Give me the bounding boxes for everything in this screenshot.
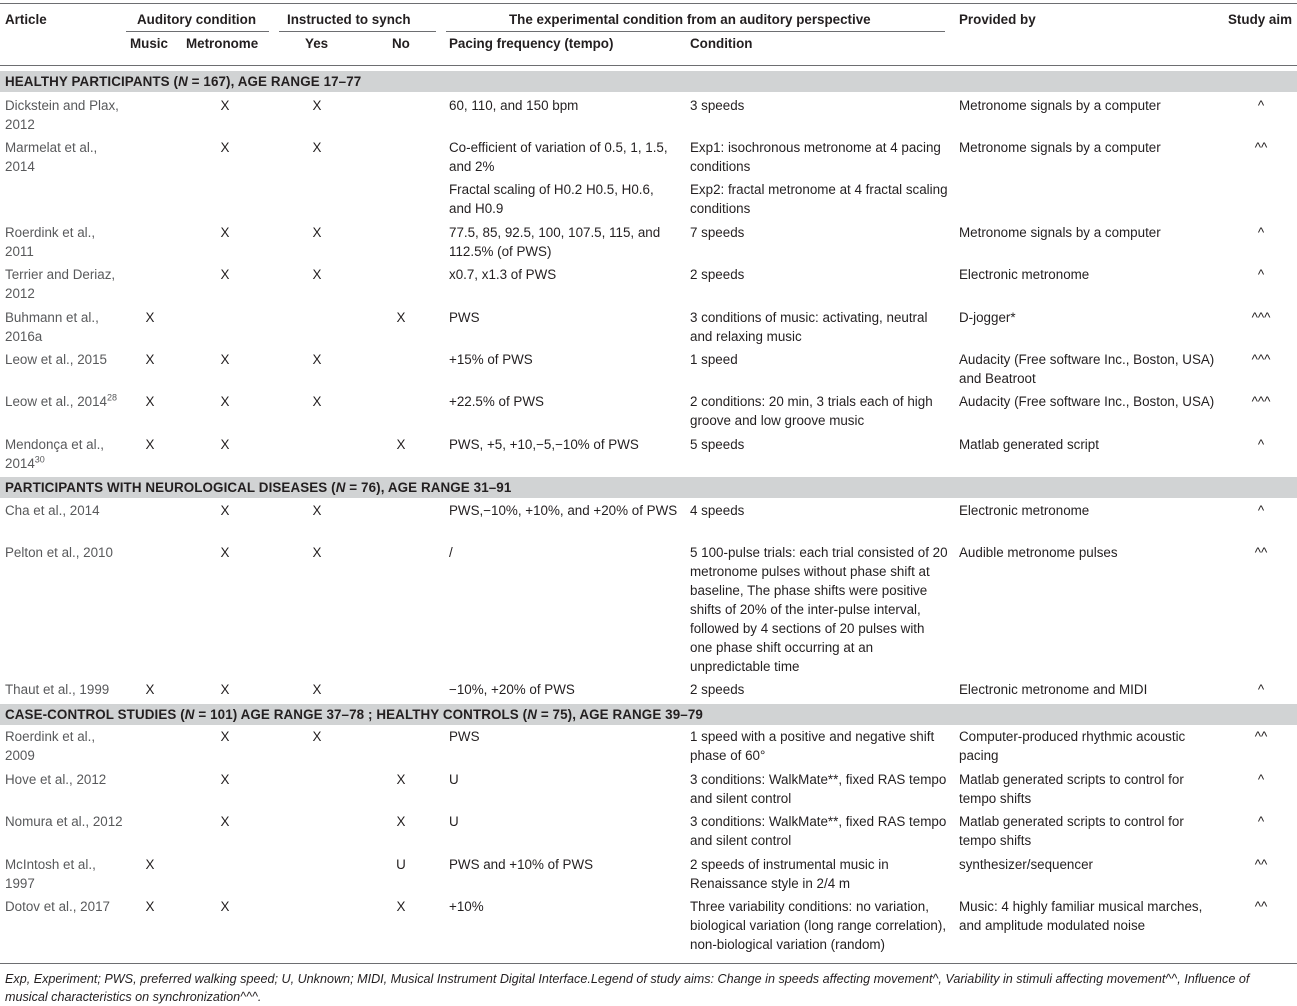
- cell-article-text: Buhmann et al., 2016a: [5, 310, 99, 344]
- cell-yes: [279, 501, 355, 520]
- cell-article-text: Thaut et al., 1999: [5, 682, 110, 697]
- section-title-suffix: = 76), AGE RANGE 31–91: [345, 480, 512, 495]
- header-pacing-frequency: Pacing frequency (tempo): [449, 36, 614, 51]
- cell-condition-text: 2 speeds: [690, 682, 745, 697]
- cell-article: [5, 392, 123, 411]
- cell-pacing-text: 60, 110, and 150 bpm: [449, 98, 579, 113]
- cell-provided-text: Metronome signals by a computer: [959, 225, 1161, 240]
- cell-provided: [959, 727, 1221, 765]
- cell-article-text: McIntosh et al., 1997: [5, 857, 96, 891]
- cell-condition: [690, 392, 948, 430]
- cell-metronome: [186, 897, 264, 916]
- cell-metronome-text: X: [220, 267, 230, 282]
- cell-condition: [690, 770, 948, 808]
- cell-provided: [959, 138, 1221, 157]
- cell-pacing: [449, 543, 679, 562]
- cell-article: [5, 770, 123, 789]
- cell-aim-text: ^: [1257, 682, 1265, 697]
- cell-provided-text: D-jogger*: [959, 310, 1016, 325]
- cell-aim-text: ^: [1257, 98, 1265, 113]
- cell-condition-text: 2 speeds of instrumental music in Renaissance style in 2/4 m: [690, 857, 889, 891]
- cell-metronome-text: X: [220, 772, 230, 787]
- cell-metronome: [186, 501, 264, 520]
- cell-aim-text: ^^: [1254, 729, 1268, 744]
- cell-no: [365, 897, 437, 916]
- cell-article: [5, 138, 123, 176]
- cell-aim-text: ^: [1257, 437, 1265, 452]
- cell-aim-text: ^^: [1254, 899, 1268, 914]
- cell-article: [5, 350, 123, 369]
- auditory-group-rule: [126, 31, 269, 32]
- cell-article-text: Terrier and Deriaz, 2012: [5, 267, 116, 301]
- header-instructed-to-synch: Instructed to synch: [287, 12, 411, 27]
- cell-pacing-text: PWS, +5, +10,−5,−10% of PWS: [449, 437, 639, 452]
- instructed-group-rule: [279, 31, 436, 32]
- cell-condition: [690, 855, 948, 893]
- cell-pacing-text: PWS: [449, 729, 480, 744]
- cell-music-text: X: [145, 857, 155, 872]
- cell-metronome-text: X: [220, 352, 230, 367]
- cell-metronome: [186, 96, 264, 115]
- cell-condition-text: 3 conditions of music: activating, neutral and relaxing music: [690, 310, 928, 344]
- cell-article: [5, 543, 123, 562]
- cell-yes: [279, 680, 355, 699]
- cell-metronome: [186, 265, 264, 284]
- cell-condition: [690, 138, 948, 176]
- cell-pacing-text: x0.7, x1.3 of PWS: [449, 267, 557, 282]
- cell-no-text: X: [396, 310, 406, 325]
- cell-pacing: [449, 180, 679, 218]
- section-title-prefix: PARTICIPANTS WITH NEUROLOGICAL DISEASES (: [5, 480, 336, 495]
- cell-yes: [279, 96, 355, 115]
- header-auditory-condition: Auditory condition: [137, 12, 257, 27]
- section-n-label: N: [184, 707, 195, 722]
- cell-provided-text: synthesizer/sequencer: [959, 857, 1093, 872]
- cell-yes: [279, 350, 355, 369]
- cell-yes: [279, 265, 355, 284]
- section-title-suffix: = 101) AGE RANGE 37–78 ; HEALTHY CONTROLS (: [194, 707, 528, 722]
- cell-pacing: [449, 501, 679, 520]
- cell-pacing: [449, 223, 679, 261]
- cell-article: [5, 308, 123, 346]
- cell-pacing: [449, 308, 679, 327]
- section-title: [5, 72, 361, 91]
- cell-article: [5, 96, 123, 134]
- cell-aim-text: ^^: [1254, 545, 1268, 560]
- section-n-label: N: [527, 707, 537, 722]
- cell-provided-text: Metronome signals by a computer: [959, 98, 1161, 113]
- cell-article-text: Leow et al., 2015: [5, 352, 107, 367]
- cell-article-text: Roerdink et al., 2009: [5, 729, 96, 763]
- experimental-group-rule: [446, 31, 945, 32]
- cell-article-text: Leow et al., 2014: [5, 394, 107, 409]
- cell-condition: [690, 223, 948, 242]
- cell-metronome-text: X: [220, 682, 230, 697]
- cell-no: [365, 308, 437, 327]
- cell-condition-text: 1 speed with a positive and negative shift phase of 60°: [690, 729, 935, 763]
- cell-no: [365, 435, 437, 454]
- section-title-prefix: CASE-CONTROL STUDIES (: [5, 707, 185, 722]
- cell-aim: [1228, 501, 1294, 520]
- cell-metronome: [186, 223, 264, 242]
- cell-aim-text: ^: [1257, 267, 1265, 282]
- cell-aim-text: ^^^: [1251, 394, 1271, 409]
- table-footnote: Exp, Experiment; PWS, preferred walking speed; U, Unknown; MIDI, Musical Instrument Digital Interface.Legend of study aims: Change in speeds affecting movement^, Variability in stimuli affecting movement^^, Influence of musical characteristics on synchronization^^^.: [5, 972, 1250, 1004]
- cell-aim: [1228, 855, 1294, 874]
- cell-music-text: X: [145, 437, 155, 452]
- cell-music-text: X: [145, 394, 155, 409]
- cell-article: [5, 435, 123, 473]
- cell-pacing-text: +10%: [449, 899, 484, 914]
- section-title-prefix: HEALTHY PARTICIPANTS (: [5, 74, 179, 89]
- cell-pacing-text: Fractal scaling of H0.2 H0.5, H0.6, and H0.9: [449, 182, 654, 216]
- cell-aim-text: ^^^: [1251, 310, 1271, 325]
- cell-provided-text: Matlab generated script: [959, 437, 1099, 452]
- cell-pacing: [449, 770, 679, 789]
- cell-provided-text: Audible metronome pulses: [959, 545, 1118, 560]
- cell-provided: [959, 680, 1221, 699]
- cell-provided-text: Metronome signals by a computer: [959, 140, 1161, 155]
- cell-pacing-text: PWS,−10%, +10%, and +20% of PWS: [449, 503, 678, 518]
- cell-no: [365, 855, 437, 874]
- cell-condition: [690, 96, 948, 115]
- cell-pacing: [449, 435, 679, 454]
- cell-metronome: [186, 392, 264, 411]
- cell-metronome: [186, 770, 264, 789]
- cell-condition: [690, 501, 948, 520]
- cell-provided: [959, 350, 1221, 388]
- cell-pacing: [449, 265, 679, 284]
- cell-yes-text: X: [312, 352, 322, 367]
- cell-yes-text: X: [312, 729, 322, 744]
- cell-pacing-text: −10%, +20% of PWS: [449, 682, 575, 697]
- cell-provided: [959, 265, 1221, 284]
- cell-aim-text: ^: [1257, 814, 1265, 829]
- cell-provided: [959, 543, 1221, 562]
- header-yes: Yes: [305, 36, 329, 51]
- cell-condition: [690, 180, 948, 218]
- cell-aim: [1228, 770, 1294, 789]
- cell-condition-text: 5 100-pulse trials: each trial consisted of 20 metronome pulses without phase shift at baseline, The phase shifts were positive shifts of 20% of the inter-pulse interval, followed by 4 sections of 20 pulses with one phase shift occurring at an unpredictable time: [690, 545, 948, 674]
- header-condition: Condition: [690, 36, 753, 51]
- cell-article-text: Nomura et al., 2012: [5, 814, 123, 829]
- cell-provided-text: Electronic metronome and MIDI: [959, 682, 1148, 697]
- cell-yes-text: X: [312, 267, 322, 282]
- cell-music-text: X: [145, 682, 155, 697]
- cell-article: [5, 855, 123, 893]
- cell-metronome-text: X: [220, 545, 230, 560]
- cell-article: [5, 727, 123, 765]
- cell-condition-text: Three variability conditions: no variation, biological variation (long range correlation), non-biological variation (random): [690, 899, 947, 952]
- cell-condition-text: 4 speeds: [690, 503, 745, 518]
- cell-aim-text: ^^: [1254, 140, 1268, 155]
- citation-superscript: 30: [34, 454, 45, 465]
- cell-aim: [1228, 138, 1294, 157]
- cell-provided: [959, 308, 1221, 327]
- section-n-label: N: [335, 480, 346, 495]
- cell-music-text: X: [145, 899, 155, 914]
- cell-provided: [959, 501, 1221, 520]
- cell-music-text: X: [145, 310, 155, 325]
- cell-aim: [1228, 812, 1294, 831]
- cell-pacing-text: /: [449, 545, 453, 560]
- cell-pacing: [449, 138, 679, 176]
- cell-provided: [959, 897, 1221, 935]
- header-study-aim: Study aim: [1228, 12, 1292, 27]
- cell-condition: [690, 727, 948, 765]
- cell-provided: [959, 770, 1221, 808]
- header-no: No: [392, 36, 410, 51]
- cell-provided-text: Matlab generated scripts to control for tempo shifts: [959, 772, 1184, 806]
- cell-pacing: [449, 392, 679, 411]
- cell-article-text: Roerdink et al., 2011: [5, 225, 96, 259]
- cell-condition-text: 2 conditions: 20 min, 3 trials each of high groove and low groove music: [690, 394, 933, 428]
- cell-condition: [690, 543, 948, 676]
- cell-article-text: Mendonça et al., 2014: [5, 437, 105, 471]
- cell-pacing-text: PWS: [449, 310, 480, 325]
- cell-aim: [1228, 96, 1294, 115]
- cell-provided-text: Music: 4 highly familiar musical marches, and amplitude modulated noise: [959, 899, 1203, 933]
- cell-metronome: [186, 350, 264, 369]
- cell-article-text: Marmelat et al., 2014: [5, 140, 98, 174]
- cell-metronome: [186, 727, 264, 746]
- section-title-suffix: = 75), AGE RANGE 39–79: [537, 707, 703, 722]
- cell-aim-text: ^: [1257, 225, 1265, 240]
- cell-music-text: X: [145, 352, 155, 367]
- cell-provided: [959, 392, 1221, 411]
- cell-metronome-text: X: [220, 140, 230, 155]
- header-article: Article: [5, 12, 47, 27]
- cell-provided-text: Audacity (Free software Inc., Boston, USA): [959, 394, 1215, 409]
- cell-provided-text: Computer-produced rhythmic acoustic pacing: [959, 729, 1186, 763]
- cell-yes-text: X: [312, 682, 322, 697]
- cell-pacing: [449, 855, 679, 874]
- cell-pacing: [449, 897, 679, 916]
- cell-metronome: [186, 543, 264, 562]
- cell-no-text: X: [396, 814, 406, 829]
- section-title: [5, 705, 703, 724]
- cell-pacing: [449, 812, 679, 831]
- cell-provided-text: Matlab generated scripts to control for tempo shifts: [959, 814, 1184, 848]
- cell-metronome-text: X: [220, 437, 230, 452]
- cell-aim: [1228, 308, 1294, 327]
- cell-pacing-text: U: [449, 814, 459, 829]
- cell-condition-text: 3 speeds: [690, 98, 745, 113]
- cell-metronome-text: X: [220, 394, 230, 409]
- cell-provided: [959, 435, 1221, 454]
- section-n-label: N: [178, 74, 188, 89]
- cell-condition-text: Exp2: fractal metronome at 4 fractal scaling conditions: [690, 182, 948, 216]
- cell-no: [365, 812, 437, 831]
- table-top-rule: [0, 3, 1297, 4]
- cell-article: [5, 223, 123, 261]
- table-bottom-rule: [0, 963, 1297, 964]
- cell-provided: [959, 223, 1221, 242]
- cell-condition: [690, 308, 948, 346]
- cell-condition-text: 1 speed: [690, 352, 738, 367]
- header-music: Music: [130, 36, 168, 51]
- cell-condition: [690, 680, 948, 699]
- cell-provided-text: Electronic metronome: [959, 267, 1090, 282]
- cell-article: [5, 897, 123, 916]
- cell-aim: [1228, 223, 1294, 242]
- cell-aim: [1228, 543, 1294, 562]
- cell-pacing: [449, 727, 679, 746]
- cell-metronome-text: X: [220, 503, 230, 518]
- cell-condition-text: Exp1: isochronous metronome at 4 pacing conditions: [690, 140, 941, 174]
- cell-aim: [1228, 265, 1294, 284]
- cell-no-text: X: [396, 899, 406, 914]
- cell-condition: [690, 435, 948, 454]
- cell-condition-text: 3 conditions: WalkMate**, fixed RAS tempo and silent control: [690, 814, 947, 848]
- cell-metronome-text: X: [220, 899, 230, 914]
- cell-condition-text: 2 speeds: [690, 267, 745, 282]
- cell-yes: [279, 138, 355, 157]
- cell-provided: [959, 812, 1221, 850]
- cell-aim: [1228, 680, 1294, 699]
- cell-aim-text: ^: [1257, 503, 1265, 518]
- header-bottom-rule: [0, 65, 1297, 66]
- header-metronome: Metronome: [186, 36, 259, 51]
- cell-music: [126, 308, 174, 327]
- cell-aim-text: ^^: [1254, 857, 1268, 872]
- cell-provided: [959, 96, 1221, 115]
- cell-aim: [1228, 727, 1294, 746]
- cell-no-text: X: [396, 772, 406, 787]
- section-title: [5, 478, 511, 497]
- header-experimental-condition: The experimental condition from an auditory perspective: [509, 12, 871, 27]
- cell-pacing-text: PWS and +10% of PWS: [449, 857, 594, 872]
- cell-aim-text: ^^^: [1251, 352, 1271, 367]
- cell-yes-text: X: [312, 140, 322, 155]
- citation-superscript: 28: [107, 392, 118, 403]
- header-provided-by: Provided by: [959, 12, 1036, 27]
- cell-pacing-text: 77.5, 85, 92.5, 100, 107.5, 115, and 112.5% (of PWS): [449, 225, 661, 259]
- cell-pacing: [449, 680, 679, 699]
- cell-article-text: Hove et al., 2012: [5, 772, 107, 787]
- section-title-suffix: = 167), AGE RANGE 17–77: [187, 74, 362, 89]
- cell-metronome: [186, 435, 264, 454]
- cell-music: [126, 897, 174, 916]
- cell-article: [5, 265, 123, 303]
- cell-metronome-text: X: [220, 729, 230, 744]
- cell-music: [126, 350, 174, 369]
- cell-article-text: Dickstein and Plax, 2012: [5, 98, 119, 132]
- cell-article-text: Cha et al., 2014: [5, 503, 100, 518]
- cell-condition: [690, 265, 948, 284]
- cell-provided: [959, 855, 1221, 874]
- cell-pacing-text: U: [449, 772, 459, 787]
- cell-provided-text: Electronic metronome: [959, 503, 1090, 518]
- cell-aim: [1228, 897, 1294, 916]
- cell-yes-text: X: [312, 225, 322, 240]
- cell-pacing-text: +15% of PWS: [449, 352, 533, 367]
- cell-article: [5, 812, 123, 831]
- cell-metronome-text: X: [220, 225, 230, 240]
- cell-article: [5, 680, 123, 699]
- cell-metronome: [186, 138, 264, 157]
- cell-no-text: X: [396, 437, 406, 452]
- cell-condition: [690, 897, 948, 954]
- cell-condition-text: 3 conditions: WalkMate**, fixed RAS tempo and silent control: [690, 772, 947, 806]
- cell-music: [126, 435, 174, 454]
- cell-yes: [279, 727, 355, 746]
- cell-yes: [279, 543, 355, 562]
- cell-article-text: Dotov et al., 2017: [5, 899, 110, 914]
- cell-aim: [1228, 435, 1294, 454]
- cell-yes-text: X: [312, 503, 322, 518]
- cell-article: [5, 501, 123, 520]
- cell-aim: [1228, 392, 1294, 411]
- cell-yes: [279, 392, 355, 411]
- cell-condition-text: 5 speeds: [690, 437, 745, 452]
- cell-pacing-text: Co-efficient of variation of 0.5, 1, 1.5, and 2%: [449, 140, 668, 174]
- cell-metronome: [186, 812, 264, 831]
- cell-music: [126, 855, 174, 874]
- cell-pacing-text: +22.5% of PWS: [449, 394, 544, 409]
- cell-condition-text: 7 speeds: [690, 225, 745, 240]
- cell-no: [365, 770, 437, 789]
- cell-metronome: [186, 680, 264, 699]
- cell-yes-text: X: [312, 394, 322, 409]
- cell-aim: [1228, 350, 1294, 369]
- cell-yes-text: X: [312, 545, 322, 560]
- cell-metronome-text: X: [220, 814, 230, 829]
- cell-article-text: Pelton et al., 2010: [5, 545, 113, 560]
- cell-pacing: [449, 350, 679, 369]
- cell-pacing: [449, 96, 679, 115]
- cell-aim-text: ^: [1257, 772, 1265, 787]
- cell-condition: [690, 350, 948, 369]
- cell-no-text: U: [396, 857, 406, 872]
- cell-metronome-text: X: [220, 98, 230, 113]
- cell-yes: [279, 223, 355, 242]
- cell-provided-text: Audacity (Free software Inc., Boston, USA) and Beatroot: [959, 352, 1215, 386]
- cell-music: [126, 392, 174, 411]
- cell-music: [126, 680, 174, 699]
- cell-yes-text: X: [312, 98, 322, 113]
- cell-condition: [690, 812, 948, 850]
